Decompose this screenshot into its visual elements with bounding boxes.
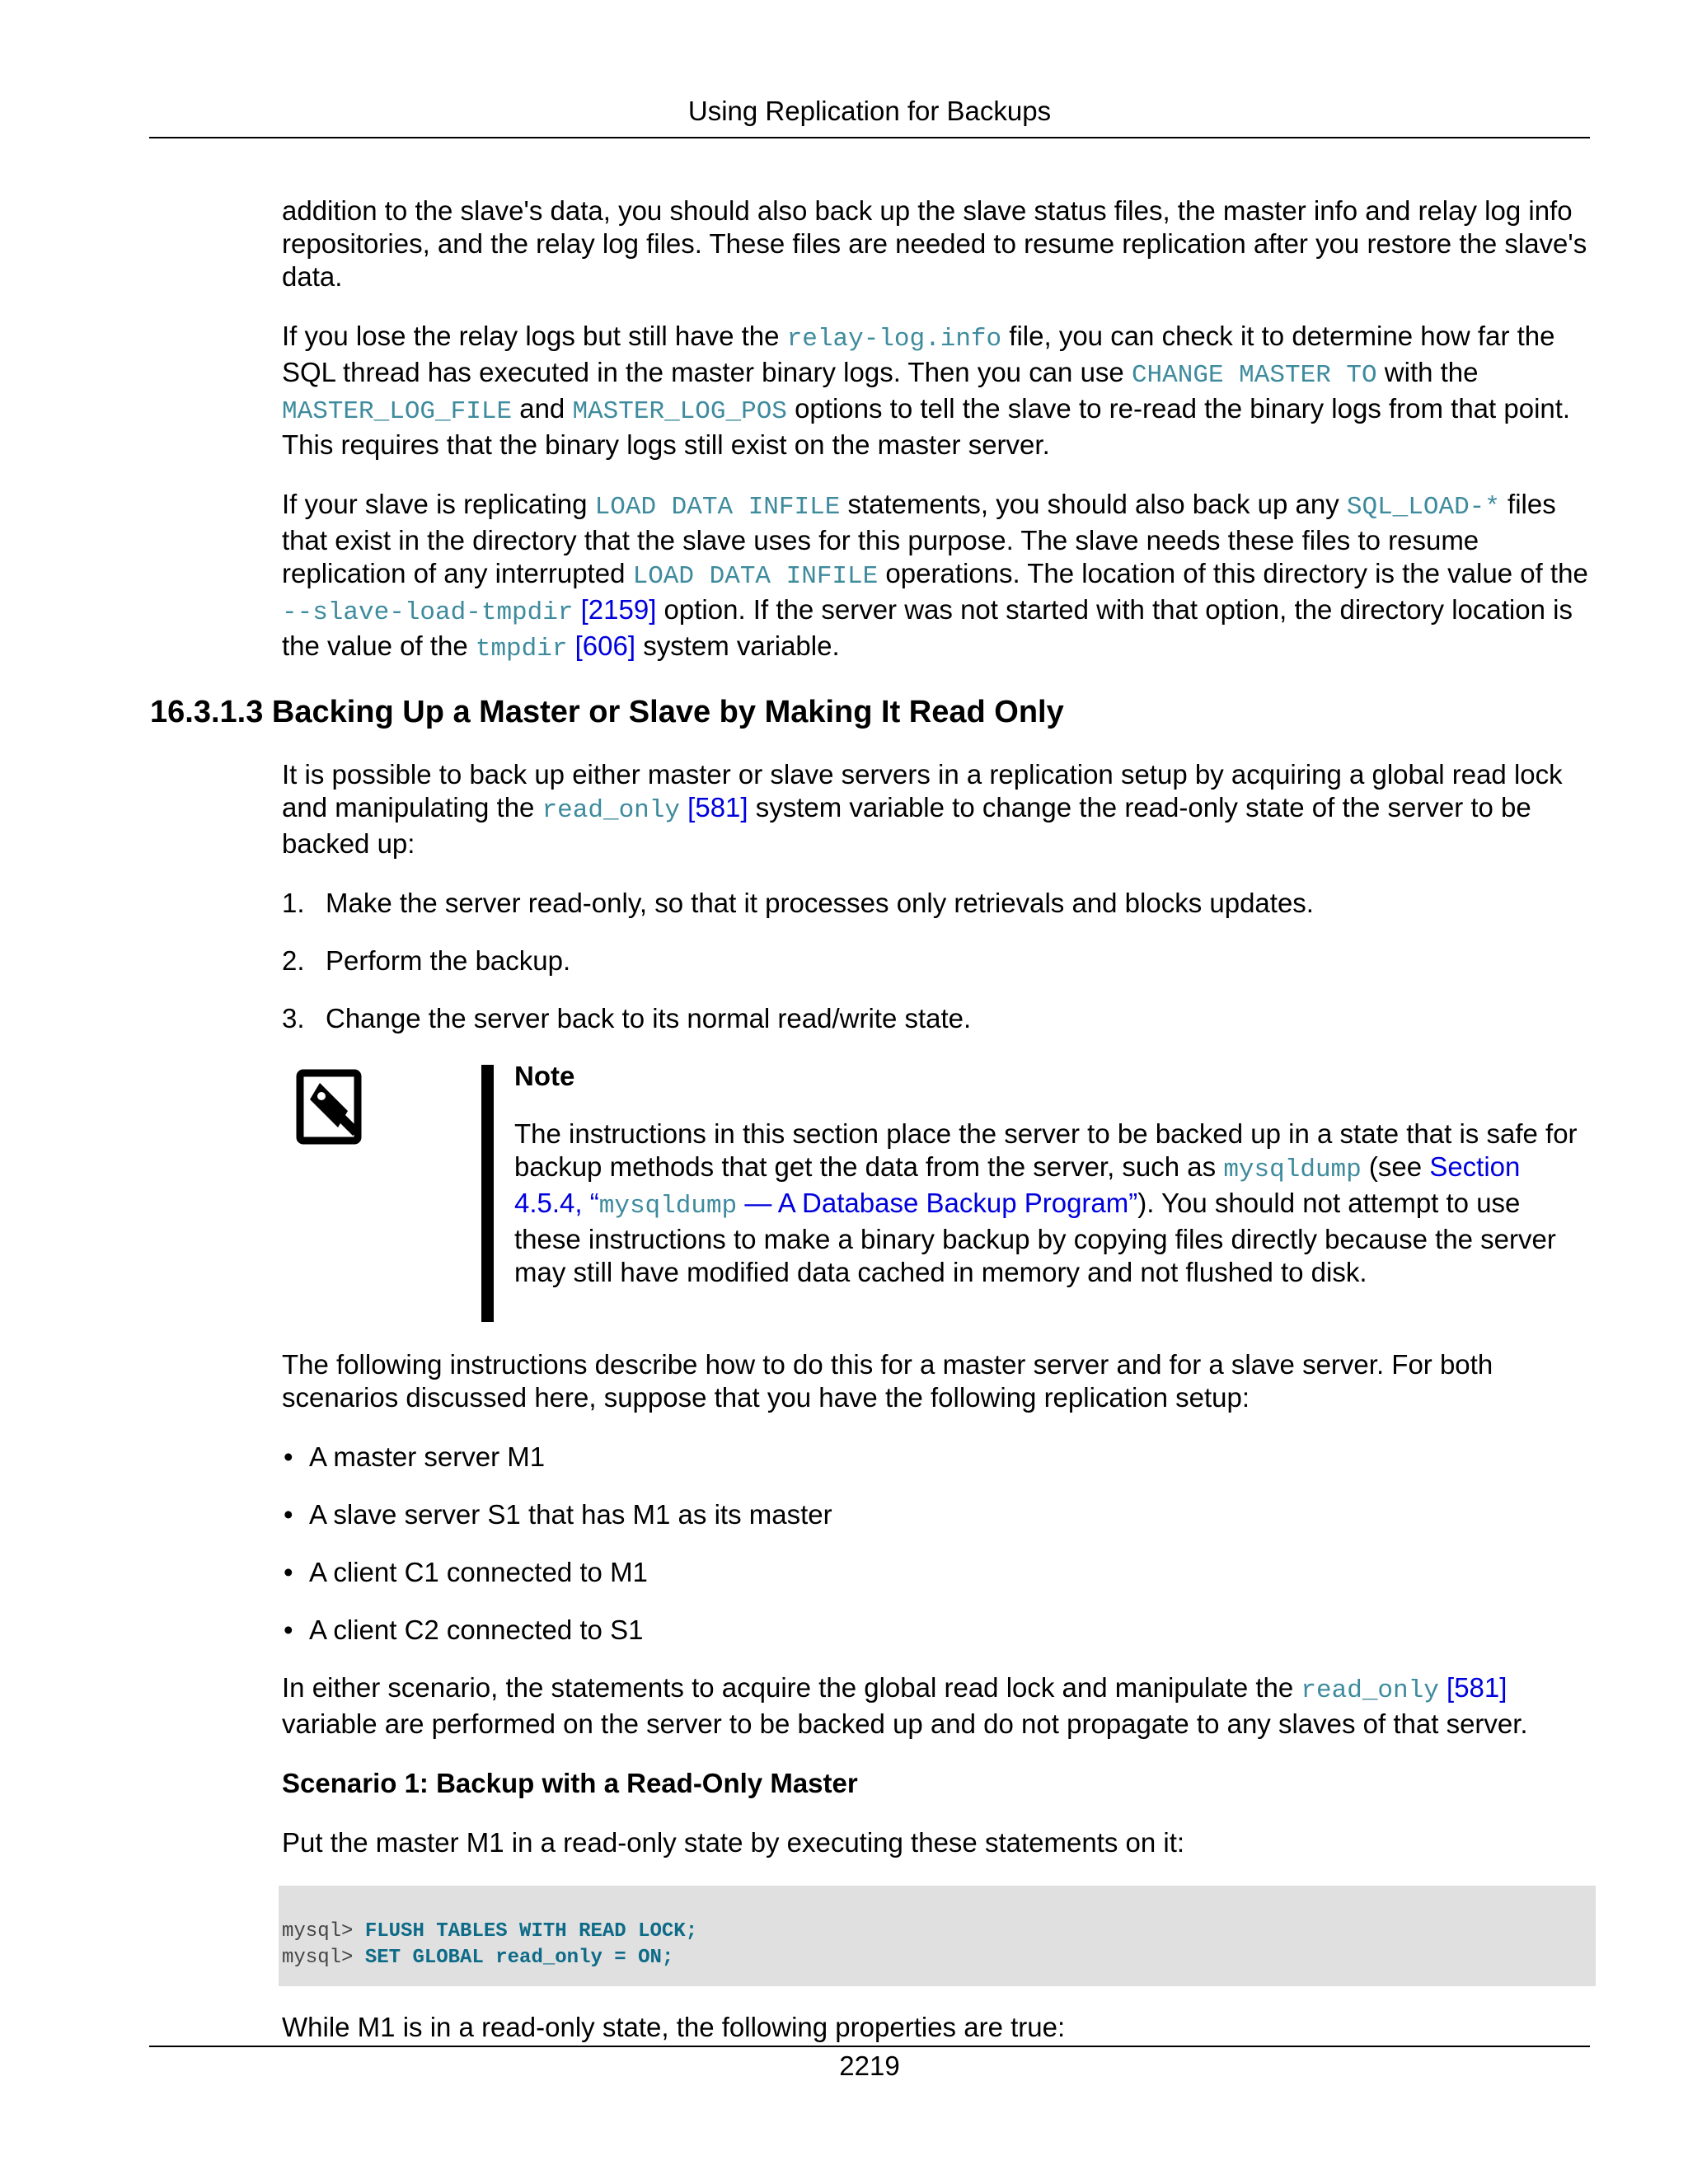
bullet: • (284, 1557, 293, 1587)
code-slave-load-tmpdir[interactable]: --slave-load-tmpdir (282, 598, 574, 627)
list-item (282, 1614, 1592, 1647)
steps-list (282, 887, 1592, 1035)
list-item (282, 1441, 1592, 1474)
ref-link-606[interactable]: [606] (574, 630, 636, 661)
list-item-text: Perform the backup. (326, 945, 571, 976)
running-header: Using Replication for Backups (687, 96, 1052, 126)
section-paragraph-3 (282, 1671, 1592, 1741)
code-prompt: mysql> (282, 1947, 365, 1969)
section-link[interactable]: Section 4.5.4, “mysqldump — A Database Backup Program” (514, 1151, 1521, 1221)
list-item-text: Make the server read-only, so that it processes only retrievals and blocks updates. (326, 888, 1314, 918)
code-prompt: mysql> (282, 1920, 365, 1943)
list-item-text: A slave server S1 that has M1 as its master (309, 1499, 832, 1530)
ref-link-2159[interactable]: [2159] (580, 594, 657, 625)
code-line (282, 1920, 697, 1943)
footer-rule (149, 2046, 1590, 2047)
bullet: • (284, 1441, 293, 1472)
bullet: • (284, 1615, 293, 1645)
list-item (282, 1002, 1592, 1035)
code-master-log-pos: MASTER_LOG_POS (572, 397, 787, 426)
text-span: with the (1376, 357, 1479, 387)
intro-paragraph-1: addition to the slave's data, you should also back up the slave status files, the master info and relay log info repositories, and the relay log files. These files are needed to resume replication after you restore the slave's data. (282, 195, 1587, 292)
text-span: If you lose the relay logs but still have the (282, 321, 787, 351)
list-item (282, 887, 1592, 920)
setup-list (282, 1441, 1592, 1647)
list-item-text: Change the server back to its normal read/write state. (326, 1003, 972, 1033)
text-span: ). You should not attempt to use these instructions to make a binary backup by copying files directly because the server may still have modified data cached in memory and not flushed to disk. (514, 1188, 1556, 1287)
scenario-intro: Put the master M1 in a read-only state by executing these statements on it: (282, 1827, 1185, 1858)
text-span: variable are performed on the server to be backed up and do not propagate to any slaves of that server. (282, 1708, 1528, 1739)
code-read-only[interactable]: read_only (1301, 1676, 1439, 1705)
text-span: files that exist in the directory that the slave uses for this purpose. The slave needs these files to resume replication of any interrupted (282, 489, 1556, 588)
code-load-data-infile: LOAD DATA INFILE (632, 562, 879, 591)
note-body (514, 1060, 1578, 1315)
list-item (282, 1556, 1592, 1589)
scenario-after: While M1 is in a read-only state, the following properties are true: (282, 2012, 1066, 2042)
text-span: The instructions in this section place the server to be backed up in a state that is safe for backup methods that get the data from the server, such as (514, 1118, 1578, 1182)
page-body (150, 194, 1592, 2070)
note-text (514, 1118, 1578, 1289)
code-read-only[interactable]: read_only (542, 796, 680, 825)
list-number: 3. (282, 1003, 305, 1033)
scenario-heading: Scenario 1: Backup with a Read-Only Master (282, 1768, 858, 1798)
list-item-text: A master server M1 (309, 1441, 546, 1472)
text-span: In either scenario, the statements to acquire the global read lock and manipulate the (282, 1672, 1301, 1703)
intro-paragraph-2 (282, 320, 1592, 462)
text-span: option. If the server was not started with that option, the directory location is the value of the (282, 594, 1573, 661)
code-tmpdir[interactable]: tmpdir (475, 635, 568, 663)
code-master-log-file: MASTER_LOG_FILE (282, 397, 513, 426)
bullet: • (284, 1499, 293, 1530)
text-span: If your slave is replicating (282, 489, 595, 519)
text-span: file, you can check it to determine how far the SQL thread has executed in the master binary logs. Then you can use (282, 321, 1555, 387)
text-span: and (512, 393, 573, 424)
text-span: (see (1361, 1151, 1430, 1182)
section-paragraph-2: The following instructions describe how to do this for a master server and for a slave server. For both scenarios discussed here, suppose that you have the following replication setup: (282, 1349, 1493, 1413)
code-block (279, 1886, 1596, 1986)
ref-link-581[interactable]: [581] (1447, 1672, 1507, 1703)
list-item (282, 944, 1592, 977)
intro-paragraph-3 (282, 488, 1592, 666)
note-icon (295, 1068, 368, 1146)
code-load-data-infile: LOAD DATA INFILE (594, 493, 841, 522)
list-number: 2. (282, 945, 305, 976)
section-paragraph-1 (282, 758, 1592, 860)
list-number: 1. (282, 888, 305, 918)
code-relay-log-info: relay-log.info (786, 325, 1002, 354)
text-span: It is possible to back up either master or slave servers in a replication setup by acquiring a global read lock and manipulating the (282, 759, 1563, 823)
text-span: statements, you should also back up any (840, 489, 1347, 519)
ref-link-581[interactable]: [581] (687, 792, 748, 823)
page-number: 2219 (839, 2050, 900, 2081)
text-span: operations. The location of this directory is the value of the (878, 558, 1588, 588)
note-bar (481, 1065, 494, 1322)
text-span: options to tell the slave to re-read the binary logs from that point. This requires that the binary logs still exist on the master server. (282, 393, 1571, 460)
text-span: system variable to change the read-only state of the server to be backed up: (282, 792, 1531, 859)
code-change-master-to: CHANGE MASTER TO (1131, 361, 1377, 390)
note-title: Note (514, 1061, 575, 1091)
list-item-text: A client C1 connected to M1 (309, 1557, 648, 1587)
list-item-text: A client C2 connected to S1 (309, 1615, 644, 1645)
code-statement: SET GLOBAL read_only = ON; (364, 1947, 674, 1969)
code-line (282, 1947, 673, 1969)
code-statement: FLUSH TABLES WITH READ LOCK; (364, 1920, 698, 1943)
text-span: system variable. (635, 630, 840, 661)
code-mysqldump: mysqldump (1223, 1155, 1362, 1184)
list-item (282, 1498, 1592, 1531)
header-rule (149, 137, 1590, 138)
code-sql-load: SQL_LOAD-* (1346, 493, 1500, 522)
note-box (282, 1060, 1592, 1322)
section-heading: 16.3.1.3 Backing Up a Master or Slave by Making It Read Only (150, 695, 1064, 729)
